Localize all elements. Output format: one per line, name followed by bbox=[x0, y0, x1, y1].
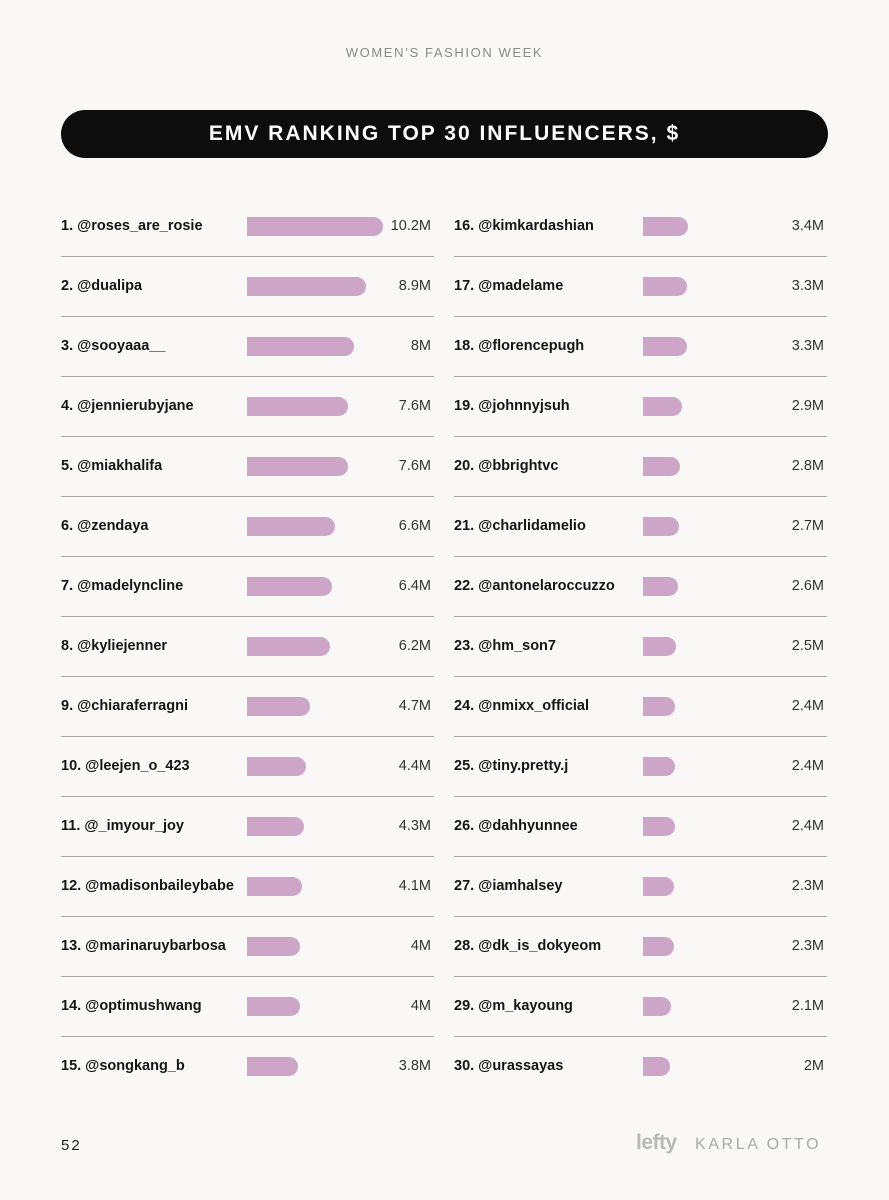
influencer-label: 30. @urassayas bbox=[454, 1058, 564, 1074]
ranking-row bbox=[61, 1037, 434, 1097]
influencer-label: 9. @chiaraferragni bbox=[61, 698, 188, 714]
influencer-label: 29. @m_kayoung bbox=[454, 998, 573, 1014]
emv-bar bbox=[247, 217, 383, 236]
ranking-column-left bbox=[61, 197, 434, 1097]
emv-bar bbox=[643, 937, 674, 956]
influencer-label: 8. @kyliejenner bbox=[61, 638, 168, 654]
ranking-row bbox=[454, 257, 827, 317]
emv-bar bbox=[643, 997, 671, 1016]
ranking-row bbox=[454, 917, 827, 977]
ranking-row bbox=[61, 197, 434, 257]
influencer-label: 27. @iamhalsey bbox=[454, 878, 563, 894]
influencer-label: 7. @madelyncline bbox=[61, 578, 184, 594]
emv-bar bbox=[247, 1057, 298, 1076]
ranking-row bbox=[454, 497, 827, 557]
influencer-label: 28. @dk_is_dokyeom bbox=[454, 938, 602, 954]
emv-value-label: 2.4M bbox=[791, 818, 824, 834]
emv-bar bbox=[247, 277, 366, 296]
ranking-row bbox=[454, 557, 827, 617]
emv-bar bbox=[247, 877, 302, 896]
ranking-row bbox=[454, 677, 827, 737]
emv-bar bbox=[643, 757, 675, 776]
ranking-row bbox=[61, 437, 434, 497]
ranking-row bbox=[61, 977, 434, 1037]
emv-value-label: 4M bbox=[410, 998, 431, 1014]
emv-value-label: 3.8M bbox=[398, 1058, 431, 1074]
influencer-label: 25. @tiny.pretty.j bbox=[454, 758, 569, 774]
emv-bar bbox=[643, 517, 679, 536]
emv-bar bbox=[247, 697, 310, 716]
emv-bar bbox=[643, 337, 687, 356]
emv-value-label: 2.4M bbox=[791, 758, 824, 774]
lefty-logo: lefty bbox=[636, 1131, 677, 1154]
emv-bar bbox=[247, 637, 330, 656]
emv-bar bbox=[247, 457, 348, 476]
ranking-row bbox=[454, 317, 827, 377]
emv-value-label: 10.2M bbox=[390, 218, 431, 234]
ranking-row bbox=[61, 497, 434, 557]
emv-value-label: 2.1M bbox=[791, 998, 824, 1014]
influencer-label: 21. @charlidamelio bbox=[454, 518, 586, 534]
emv-bar bbox=[247, 577, 332, 596]
ranking-row bbox=[454, 617, 827, 677]
emv-bar bbox=[643, 397, 682, 416]
emv-value-label: 4.4M bbox=[398, 758, 431, 774]
influencer-label: 19. @johnnyjsuh bbox=[454, 398, 570, 414]
influencer-label: 12. @madisonbaileybabe bbox=[61, 878, 234, 894]
emv-value-label: 2.9M bbox=[791, 398, 824, 414]
influencer-label: 23. @hm_son7 bbox=[454, 638, 556, 654]
emv-bar bbox=[643, 877, 674, 896]
emv-value-label: 4M bbox=[410, 938, 431, 954]
emv-bar bbox=[247, 397, 348, 416]
ranking-row bbox=[454, 1037, 827, 1097]
emv-value-label: 3.3M bbox=[791, 278, 824, 294]
emv-value-label: 2.3M bbox=[791, 938, 824, 954]
emv-value-label: 6.4M bbox=[398, 578, 431, 594]
emv-value-label: 8M bbox=[410, 338, 431, 354]
influencer-label: 15. @songkang_b bbox=[61, 1058, 185, 1074]
emv-value-label: 4.3M bbox=[398, 818, 431, 834]
ranking-row bbox=[61, 617, 434, 677]
emv-value-label: 7.6M bbox=[398, 458, 431, 474]
ranking-row bbox=[454, 857, 827, 917]
influencer-label: 13. @marinaruybarbosa bbox=[61, 938, 226, 954]
emv-value-label: 2.6M bbox=[791, 578, 824, 594]
karla-otto-logo: KARLA OTTO bbox=[695, 1136, 822, 1153]
emv-bar bbox=[247, 757, 306, 776]
emv-value-label: 2.8M bbox=[791, 458, 824, 474]
emv-bar bbox=[247, 817, 304, 836]
emv-bar bbox=[247, 517, 335, 536]
emv-value-label: 7.6M bbox=[398, 398, 431, 414]
ranking-row bbox=[61, 557, 434, 617]
chart-title-banner bbox=[61, 110, 828, 158]
influencer-label: 26. @dahhyunnee bbox=[454, 818, 578, 834]
emv-bar bbox=[247, 937, 300, 956]
influencer-label: 18. @florencepugh bbox=[454, 338, 585, 354]
emv-value-label: 2.4M bbox=[791, 698, 824, 714]
emv-value-label: 2.7M bbox=[791, 518, 824, 534]
influencer-label: 3. @sooyaaa__ bbox=[61, 338, 166, 354]
emv-value-label: 3.4M bbox=[791, 218, 824, 234]
chart-title: EMV RANKING TOP 30 INFLUENCERS, $ bbox=[208, 122, 681, 145]
ranking-row bbox=[61, 257, 434, 317]
emv-value-label: 4.1M bbox=[398, 878, 431, 894]
emv-value-label: 2M bbox=[803, 1058, 824, 1074]
emv-bar bbox=[643, 457, 680, 476]
influencer-label: 11. @_imyour_joy bbox=[61, 818, 184, 834]
ranking-row bbox=[61, 917, 434, 977]
influencer-label: 20. @bbrightvc bbox=[454, 458, 559, 474]
ranking-row bbox=[61, 857, 434, 917]
emv-value-label: 2.3M bbox=[791, 878, 824, 894]
influencer-label: 24. @nmixx_official bbox=[454, 698, 590, 714]
ranking-row bbox=[454, 737, 827, 797]
influencer-label: 5. @miakhalifa bbox=[61, 458, 163, 474]
emv-bar bbox=[643, 577, 678, 596]
influencer-label: 10. @leejen_o_423 bbox=[61, 758, 190, 774]
influencer-label: 1. @roses_are_rosie bbox=[61, 218, 203, 234]
influencer-label: 4. @jennierubyjane bbox=[61, 398, 194, 414]
page-kicker: WOMEN’S FASHION WEEK bbox=[345, 45, 544, 60]
emv-bar bbox=[643, 637, 676, 656]
ranking-row bbox=[454, 797, 827, 857]
ranking-row bbox=[61, 377, 434, 437]
emv-bar bbox=[643, 697, 675, 716]
ranking-row bbox=[454, 197, 827, 257]
influencer-label: 6. @zendaya bbox=[61, 518, 149, 534]
emv-value-label: 3.3M bbox=[791, 338, 824, 354]
ranking-row bbox=[454, 437, 827, 497]
influencer-label: 17. @madelame bbox=[454, 278, 564, 294]
page-number: 52 bbox=[61, 1137, 82, 1154]
emv-value-label: 6.2M bbox=[398, 638, 431, 654]
emv-bar bbox=[247, 997, 300, 1016]
ranking-row bbox=[61, 317, 434, 377]
ranking-row bbox=[61, 677, 434, 737]
emv-value-label: 4.7M bbox=[398, 698, 431, 714]
ranking-row bbox=[454, 377, 827, 437]
emv-value-label: 8.9M bbox=[398, 278, 431, 294]
influencer-label: 2. @dualipa bbox=[61, 278, 143, 294]
emv-bar bbox=[247, 337, 354, 356]
emv-bar bbox=[643, 817, 675, 836]
ranking-row bbox=[61, 797, 434, 857]
ranking-row bbox=[61, 737, 434, 797]
emv-value-label: 2.5M bbox=[791, 638, 824, 654]
emv-bar bbox=[643, 1057, 670, 1076]
ranking-column-right bbox=[454, 197, 827, 1097]
emv-value-label: 6.6M bbox=[398, 518, 431, 534]
emv-bar bbox=[643, 217, 688, 236]
influencer-label: 22. @antonelaroccuzzo bbox=[454, 578, 615, 594]
influencer-label: 16. @kimkardashian bbox=[454, 218, 594, 234]
emv-bar bbox=[643, 277, 687, 296]
ranking-row bbox=[454, 977, 827, 1037]
influencer-label: 14. @optimushwang bbox=[61, 998, 202, 1014]
